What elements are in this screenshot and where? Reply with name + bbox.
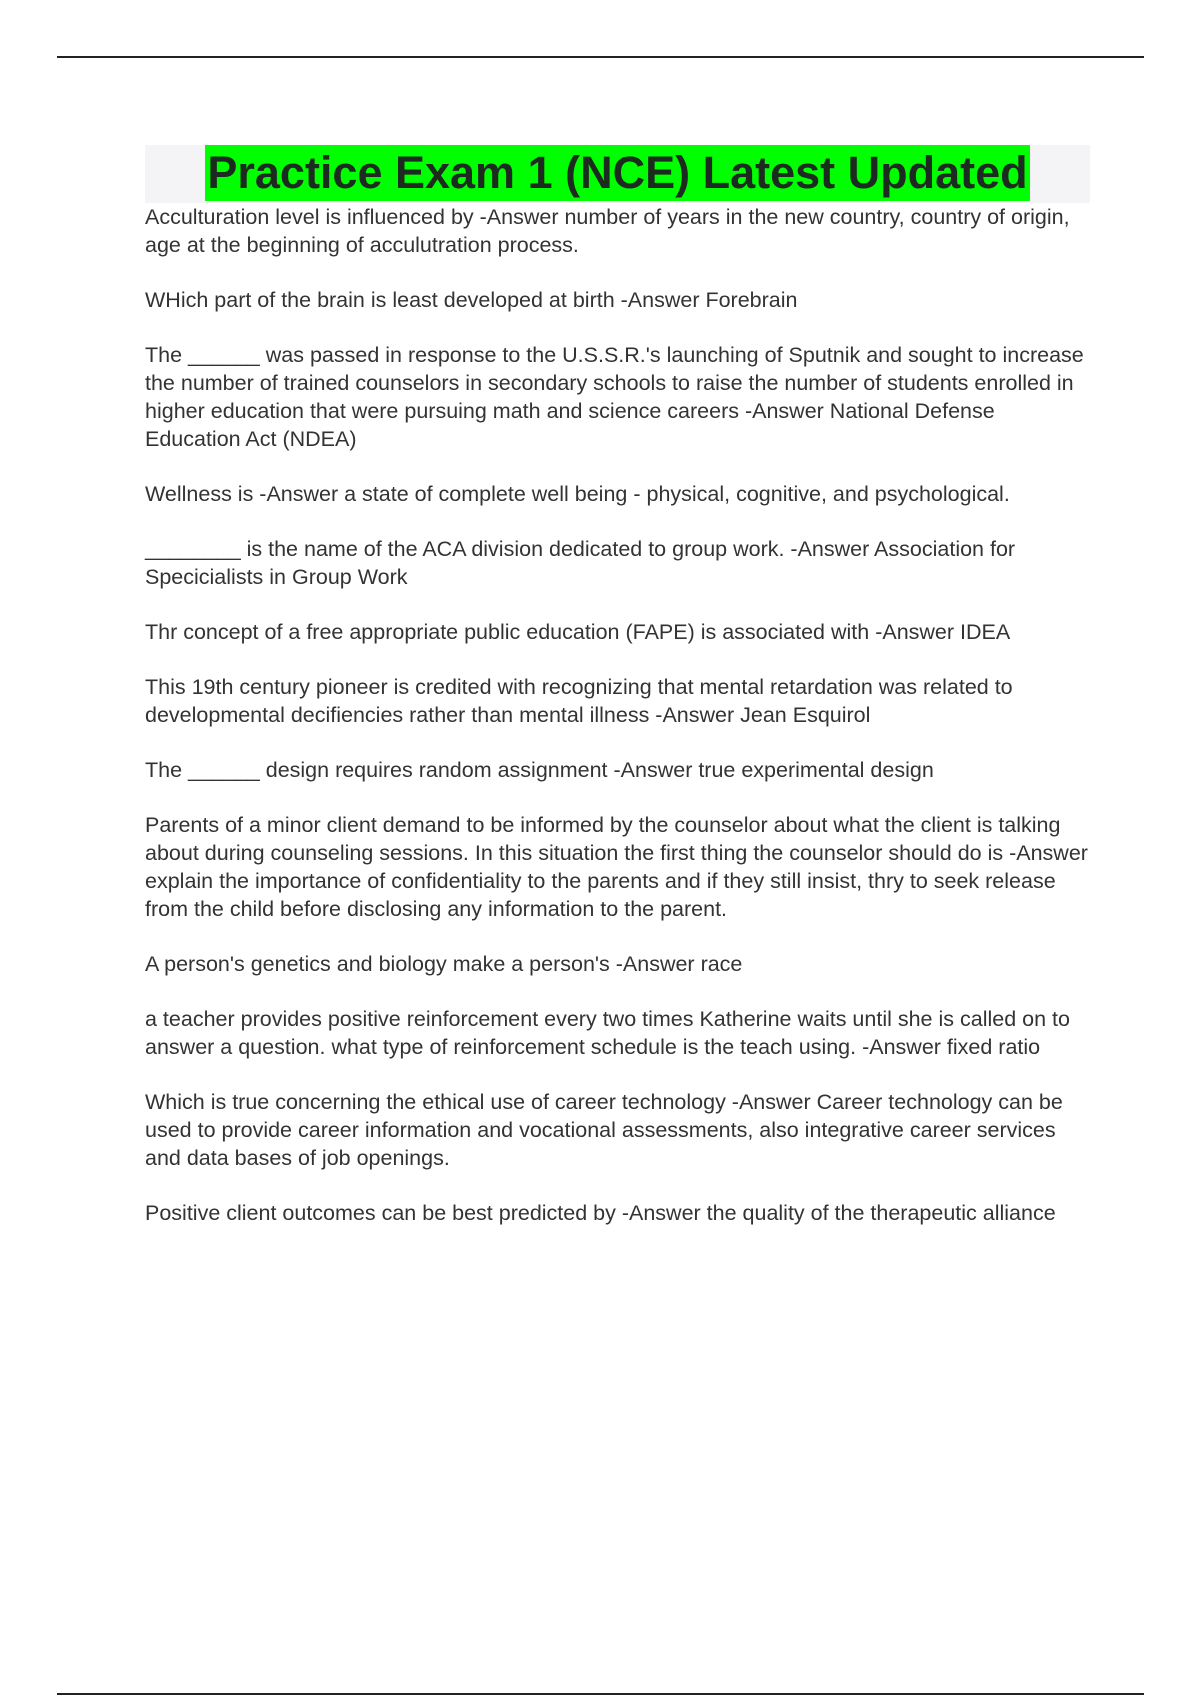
qa-item-7: This 19th century pioneer is credited with recognizing that mental retardation was related to developmental decifiencies rather than mental illness -Answer Jean Esquirol [145, 675, 1013, 727]
qa-item-13: Positive client outcomes can be best predicted by -Answer the quality of the therapeutic alliance [145, 1201, 1056, 1225]
qa-item-2: WHich part of the brain is least developed at birth -Answer Forebrain [145, 288, 798, 312]
qa-item-11: a teacher provides positive reinforcement every two times Katherine waits until she is called on to answer a question. what type of reinforcement schedule is the teach using. -Answer fixed ratio [145, 1007, 1070, 1059]
qa-item-3: The ______ was passed in response to the U.S.S.R.'s launching of Sputnik and sought to increase the number of trained counselors in secondary schools to raise the number of students enrolled in higher education that were pursuing math and science careers -Answer National Defense Education Act (NDEA) [145, 343, 1084, 451]
qa-item-5: ________ is the name of the ACA division dedicated to group work. -Answer Association for Specicialists in Group Work [145, 537, 1016, 589]
top-rule [57, 56, 1144, 58]
qa-item-6: Thr concept of a free appropriate public education (FAPE) is associated with -Answer IDEA [145, 620, 1011, 644]
qa-item-9: Parents of a minor client demand to be informed by the counselor about what the client is talking about during counseling sessions. In this situation the first thing the counselor should do is -Answer explain the importance of confidentiality to the parents and if they still insist, thry to seek release from the child before disclosing any information to the parent. [145, 813, 1088, 921]
document-title: Practice Exam 1 (NCE) Latest Updated [205, 145, 1029, 201]
qa-item-8: The ______ design requires random assignment -Answer true experimental design [145, 758, 934, 782]
qa-item-1: Acculturation level is influenced by -Answer number of years in the new country, country of origin, age at the beginning of acculutration process. [145, 205, 1070, 257]
qa-item-10: A person's genetics and biology make a person's -Answer race [145, 952, 743, 976]
title-banner [145, 145, 1090, 203]
document-body [145, 145, 1090, 1254]
qa-item-4: Wellness is -Answer a state of complete well being - physical, cognitive, and psychological. [145, 482, 1010, 506]
qa-item-12: Which is true concerning the ethical use of career technology -Answer Career technology can be used to provide career information and vocational assessments, also integrative career services and data bases of job openings. [145, 1090, 1063, 1170]
bottom-rule [57, 1693, 1144, 1695]
